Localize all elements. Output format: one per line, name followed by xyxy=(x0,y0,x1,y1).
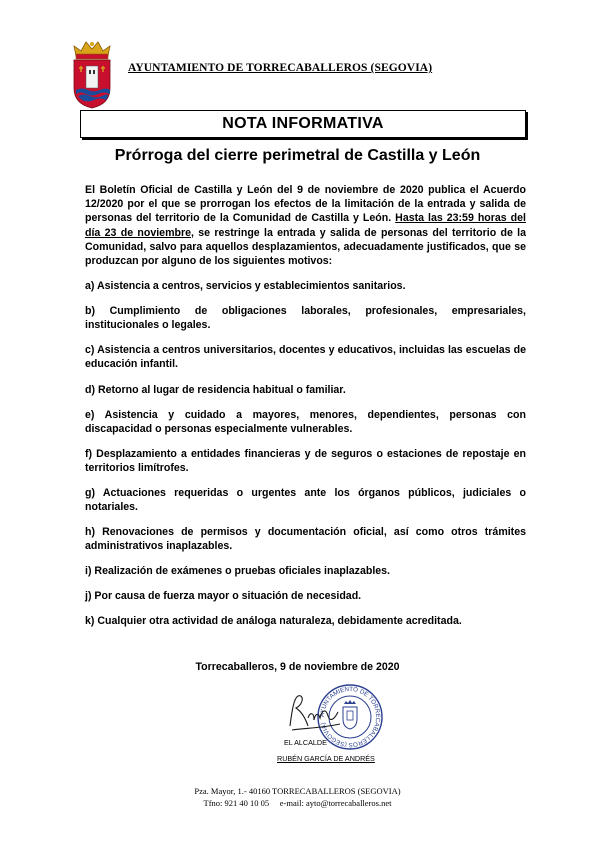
intro-paragraph xyxy=(85,183,526,268)
list-item-d: d) Retorno al lugar de residencia habitual o familiar. xyxy=(85,384,346,396)
note-title: NOTA INFORMATIVA xyxy=(222,115,384,132)
list-item-c: c) Asistencia a centros universitarios, docentes y educativos, incluidas las escuelas de educación infantil. xyxy=(85,344,526,371)
intro-deadline: Hasta las 23:59 horas del día 23 de noviembre xyxy=(85,212,526,239)
intro-part-2: , se restringe la entrada y salida de personas del territorio de la Comunidad, salvo para aquellos desplazamientos, adecuadamente justificados, que se produzcan por alguno de los siguientes motivos: xyxy=(85,226,526,268)
coat-of-arms-icon xyxy=(70,38,114,110)
seal-text: AYUNTAMIENTO DE TORRECABALLEROS (SEGOVIA) xyxy=(318,685,382,749)
date-line: Torrecaballeros, 9 de noviembre de 2020 xyxy=(195,661,400,673)
list-item-b: b) Cumplimiento de obligaciones laborales, profesionales, empresariales, institucionales o legales. xyxy=(85,305,526,332)
handwritten-signature-icon xyxy=(282,690,342,735)
list-item-j: j) Por causa de fuerza mayor o situación de necesidad. xyxy=(85,590,362,602)
document-subtitle: Prórroga del cierre perimetral de Castilla y León xyxy=(114,147,481,164)
list-item-i: i) Realización de exámenes o pruebas oficiales inaplazables. xyxy=(85,565,390,577)
signer-role: EL ALCALDE xyxy=(284,738,327,747)
list-item-h: h) Renovaciones de permisos y documentación oficial, así como otros trámites administrativos inaplazables. xyxy=(85,526,526,553)
list-item-g: g) Actuaciones requeridas o urgentes ante los órganos públicos, judiciales o notariales. xyxy=(85,487,526,514)
list-item-f: f) Desplazamiento a entidades financieras y de seguros o estaciones de repostaje en territorios limítrofes. xyxy=(85,448,526,475)
footer-contact: Tfno: 921 40 10 05 e-mail: ayto@torrecaballeros.net xyxy=(203,798,392,808)
list-item-e: e) Asistencia y cuidado a mayores, menores, dependientes, personas con discapacidad o personas especialmente vulnerables. xyxy=(85,409,526,436)
note-title-box xyxy=(80,110,526,138)
intro-part-1: El Boletín Oficial de Castilla y León del 9 de noviembre de 2020 publica el Acuerdo 12/2020 por el que se prorrogan los efectos de la limitación de la entrada y salida de personas del territorio de la Comunidad de Castilla y León. xyxy=(85,184,526,225)
footer-address: Pza. Mayor, 1.- 40160 TORRECABALLEROS (SEGOVIA) xyxy=(194,786,401,796)
list-item-k: k) Cualquier otra actividad de análoga naturaleza, debidamente acreditada. xyxy=(85,615,462,627)
signer-name: RUBÉN GARCÍA DE ANDRÉS xyxy=(277,754,375,763)
municipality-header: AYUNTAMIENTO DE TORRECABALLEROS (SEGOVIA) xyxy=(128,62,433,74)
list-item-a: a) Asistencia a centros, servicios y establecimientos sanitarios. xyxy=(85,280,406,292)
